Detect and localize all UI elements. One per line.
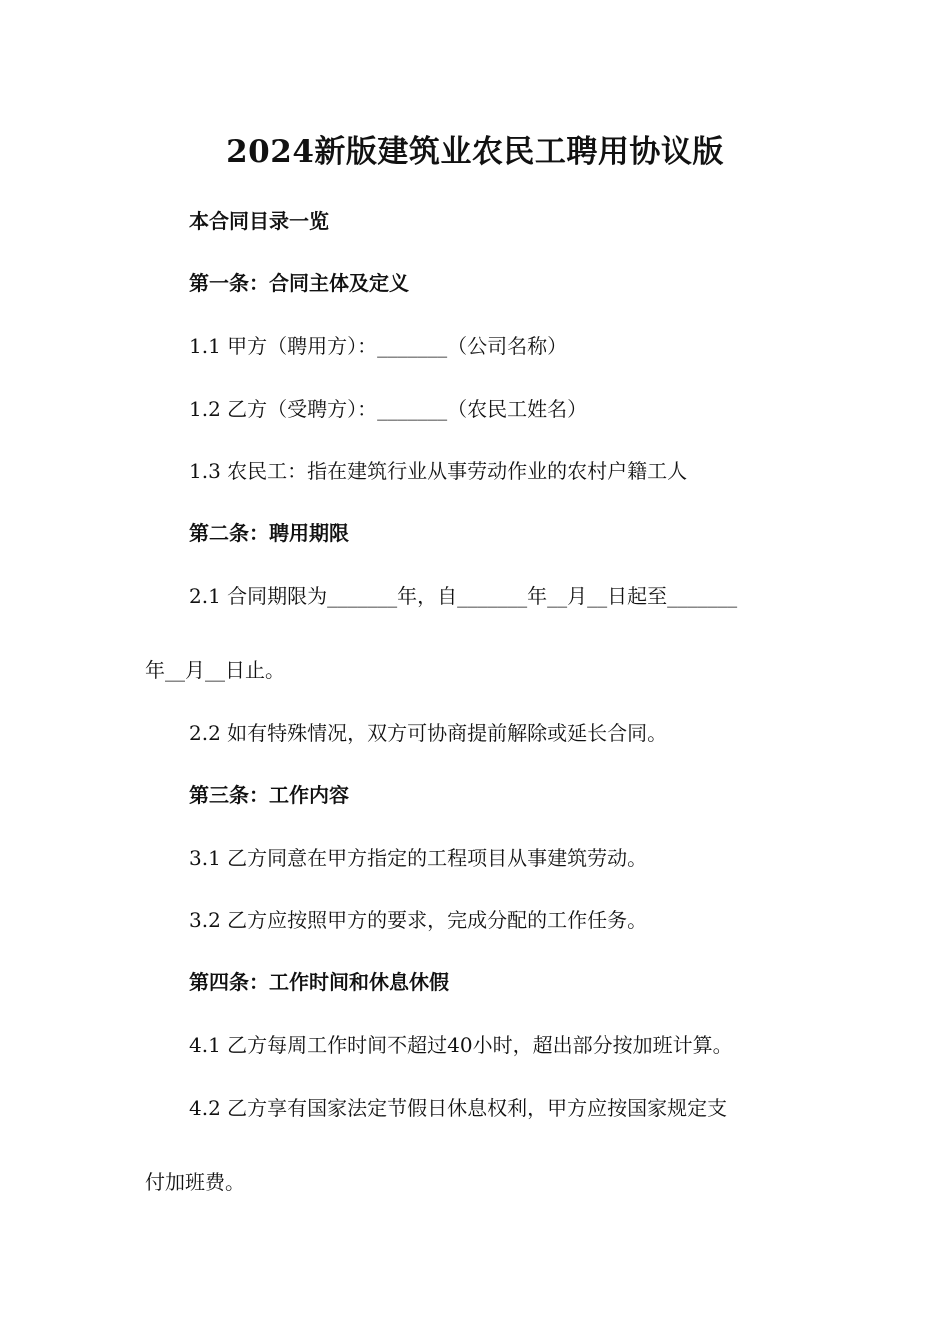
clause-1-2: 1.2 乙方（受聘方）：_______（农民工姓名） bbox=[189, 397, 588, 421]
clause-3-1: 3.1 乙方同意在甲方指定的工程项目从事建筑劳动。 bbox=[189, 846, 648, 870]
article-4-heading: 第四条：工作时间和休息休假 bbox=[189, 970, 449, 994]
clause-1-1: 1.1 甲方（聘用方）：_______（公司名称） bbox=[189, 334, 568, 358]
clause-2-2: 2.2 如有特殊情况，双方可协商提前解除或延长合同。 bbox=[189, 721, 668, 745]
article-1-heading: 第一条：合同主体及定义 bbox=[189, 271, 409, 295]
clause-2-1-continued: 年__月__日止。 bbox=[145, 658, 285, 682]
clause-3-2: 3.2 乙方应按照甲方的要求，完成分配的工作任务。 bbox=[189, 908, 648, 932]
article-3-heading: 第三条：工作内容 bbox=[189, 783, 349, 807]
clause-4-2-continued: 付加班费。 bbox=[145, 1170, 245, 1194]
table-of-contents-heading: 本合同目录一览 bbox=[189, 209, 329, 233]
document-title: 2024新版建筑业农民工聘用协议版 bbox=[226, 134, 724, 170]
article-2-heading: 第二条：聘用期限 bbox=[189, 521, 349, 545]
clause-1-3: 1.3 农民工：指在建筑行业从事劳动作业的农村户籍工人 bbox=[189, 459, 688, 483]
clause-4-2: 4.2 乙方享有国家法定节假日休息权利，甲方应按国家规定支 bbox=[189, 1096, 728, 1120]
clause-4-1: 4.1 乙方每周工作时间不超过40小时，超出部分按加班计算。 bbox=[189, 1033, 733, 1057]
clause-2-1: 2.1 合同期限为_______年，自_______年__月__日起至_______ bbox=[189, 584, 738, 608]
